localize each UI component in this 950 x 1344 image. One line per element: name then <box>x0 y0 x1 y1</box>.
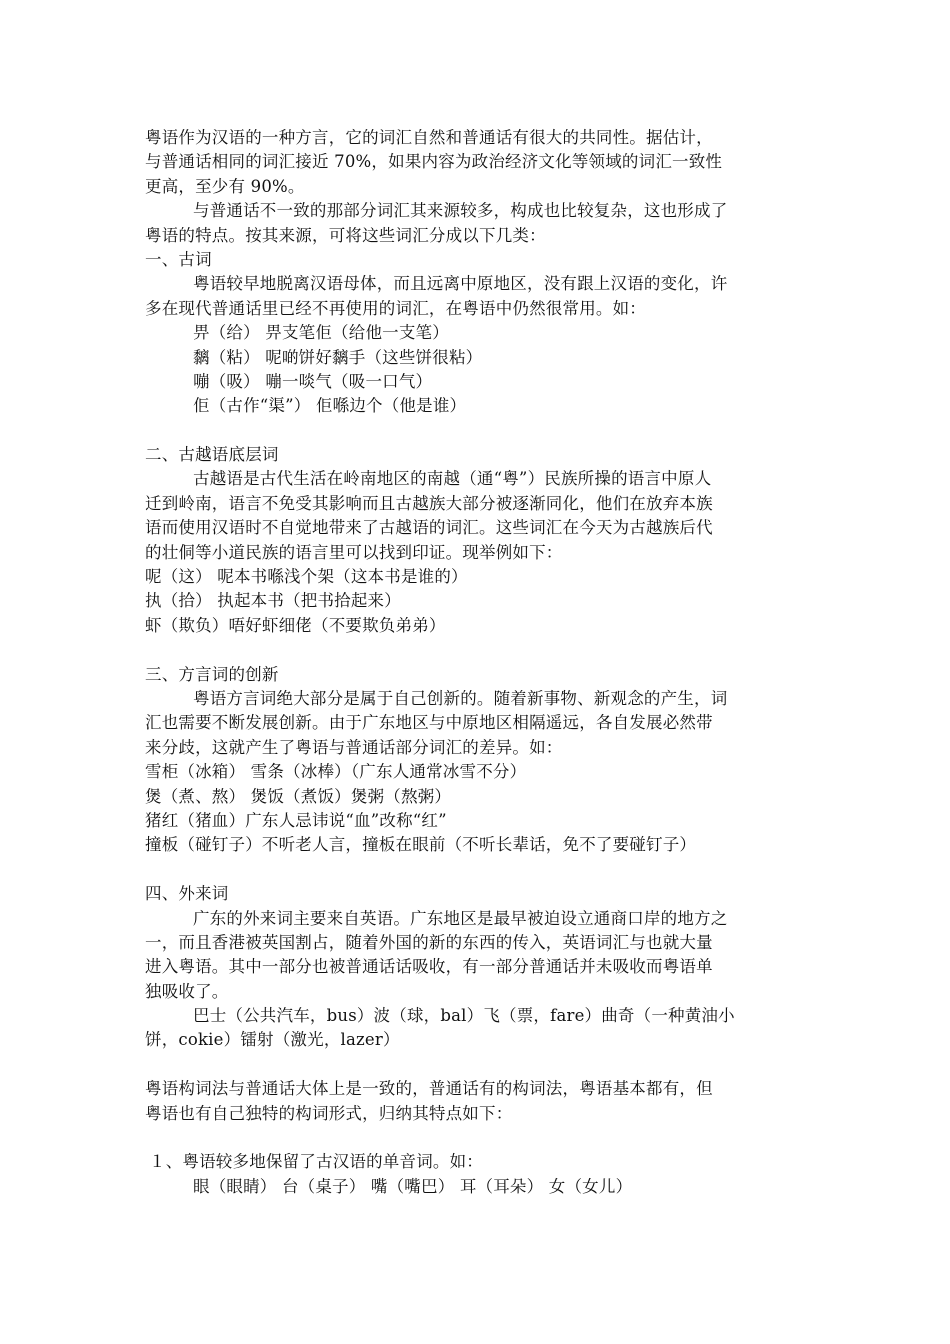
paragraph-line: 与普通话不一致的那部分词汇其来源较多，构成也比较复杂，这也形成了 <box>193 201 728 221</box>
paragraph-line: 迁到岭南，语言不免受其影响而且古越族大部分被逐渐同化，他们在放弃本族 <box>145 493 713 513</box>
spacer <box>145 858 815 882</box>
paragraph-line: 一，而且香港被英国割占，随着外国的新的东西的传入，英语词汇与也就大量 <box>145 932 713 952</box>
paragraph-line: 与普通话相同的词汇接近 70%，如果内容为政治经济文化等领域的词汇一致性 <box>145 152 723 172</box>
paragraph-line: 粤语的特点。按其来源，可将这些词汇分成以下几类： <box>145 225 546 245</box>
example-line: 煲（煮、熬） 煲饭（煮饭）煲粥（熬粥） <box>145 786 452 806</box>
paragraph-line: 独吸收了。 <box>145 981 229 1001</box>
paragraph-line: 粤语作为汉语的一种方言，它的词汇自然和普通话有很大的共同性。据估计， <box>145 128 713 147</box>
paragraph-line: 更高，至少有 90%。 <box>145 176 305 196</box>
paragraph-line: 汇也需要不断发展创新。由于广东地区与中原地区相隔遥远，各自发展必然带 <box>145 713 713 733</box>
paragraph-line: 进入粤语。其中一部分也被普通话话吸收，有一部分普通话并未吸收而粤语单 <box>145 957 713 977</box>
example-line: 猪红（猪血）广东人忌讳说“血”改称“红” <box>145 810 447 830</box>
paragraph-line: 的壮侗等小道民族的语言里可以找到印证。现举例如下： <box>145 542 563 562</box>
example-line: 巴士（公共汽车，bus）波（球，bal）飞（票，fare）曲奇（一种黄油小 <box>193 1006 735 1026</box>
paragraph-line: 来分歧，这就产生了粤语与普通话部分词汇的差异。如： <box>145 737 563 757</box>
example-line: 佢（古作“渠”） 佢喺边个（他是谁） <box>193 396 467 416</box>
document-page <box>145 126 815 1199</box>
section-heading: 四、外来词 <box>145 884 229 904</box>
example-line: 撞板（碰钉子）不听老人言，撞板在眼前（不听长辈话，免不了要碰钉子） <box>145 835 697 855</box>
example-line: 嘣（吸） 嘣一啖气（吸一口气） <box>193 371 433 391</box>
paragraph-line: 粤语较早地脱离汉语母体，而且远离中原地区，没有跟上汉语的变化，许 <box>193 274 728 294</box>
example-line: 呢（这） 呢本书喺浅个架（这本书是谁的） <box>145 567 468 587</box>
spacer <box>145 1126 815 1150</box>
section-heading: 三、方言词的创新 <box>145 664 279 684</box>
example-line: 雪柜（冰箱） 雪条（冰棒）（广东人通常冰雪不分） <box>145 762 527 782</box>
paragraph-line: 粤语方言词绝大部分是属于自己创新的。随着新事物、新观念的产生，词 <box>193 688 728 708</box>
spacer <box>145 1053 815 1077</box>
paragraph-line: 广东的外来词主要来自英语。广东地区是最早被迫设立通商口岸的地方之 <box>193 908 728 928</box>
example-line: 虾（欺负）唔好虾细佬（不要欺负弟弟） <box>145 615 446 635</box>
paragraph-line: 多在现代普通话里已经不再使用的词汇，在粤语中仍然很常用。如： <box>145 298 646 318</box>
spacer <box>145 419 815 443</box>
spacer <box>145 638 815 662</box>
example-line: 畀（给） 畀支笔佢（给他一支笔） <box>193 323 449 343</box>
example-line: 饼，cokie）镭射（激光，lazer） <box>145 1030 400 1050</box>
example-line: 执（拾） 执起本书（把书拾起来） <box>145 591 401 611</box>
example-line: 黐（粘） 呢啲饼好黐手（这些饼很粘） <box>193 347 483 367</box>
numbered-heading: １、粤语较多地保留了古汉语的单音词。如： <box>149 1152 483 1172</box>
paragraph-line: 语而使用汉语时不自觉地带来了古越语的词汇。这些词汇在今天为古越族后代 <box>145 518 713 538</box>
section-heading: 二、古越语底层词 <box>145 445 279 465</box>
section-heading: 一、古词 <box>145 249 212 269</box>
example-line: 眼（眼睛） 台（桌子） 嘴（嘴巴） 耳（耳朵） 女（女儿） <box>193 1176 633 1196</box>
paragraph-line: 粤语也有自己独特的构词形式，归纳其特点如下： <box>145 1103 513 1123</box>
paragraph-line: 古越语是古代生活在岭南地区的南越（通“粤”）民族所操的语言中原人 <box>193 469 712 489</box>
paragraph-line: 粤语构词法与普通话大体上是一致的，普通话有的构词法，粤语基本都有，但 <box>145 1079 713 1099</box>
